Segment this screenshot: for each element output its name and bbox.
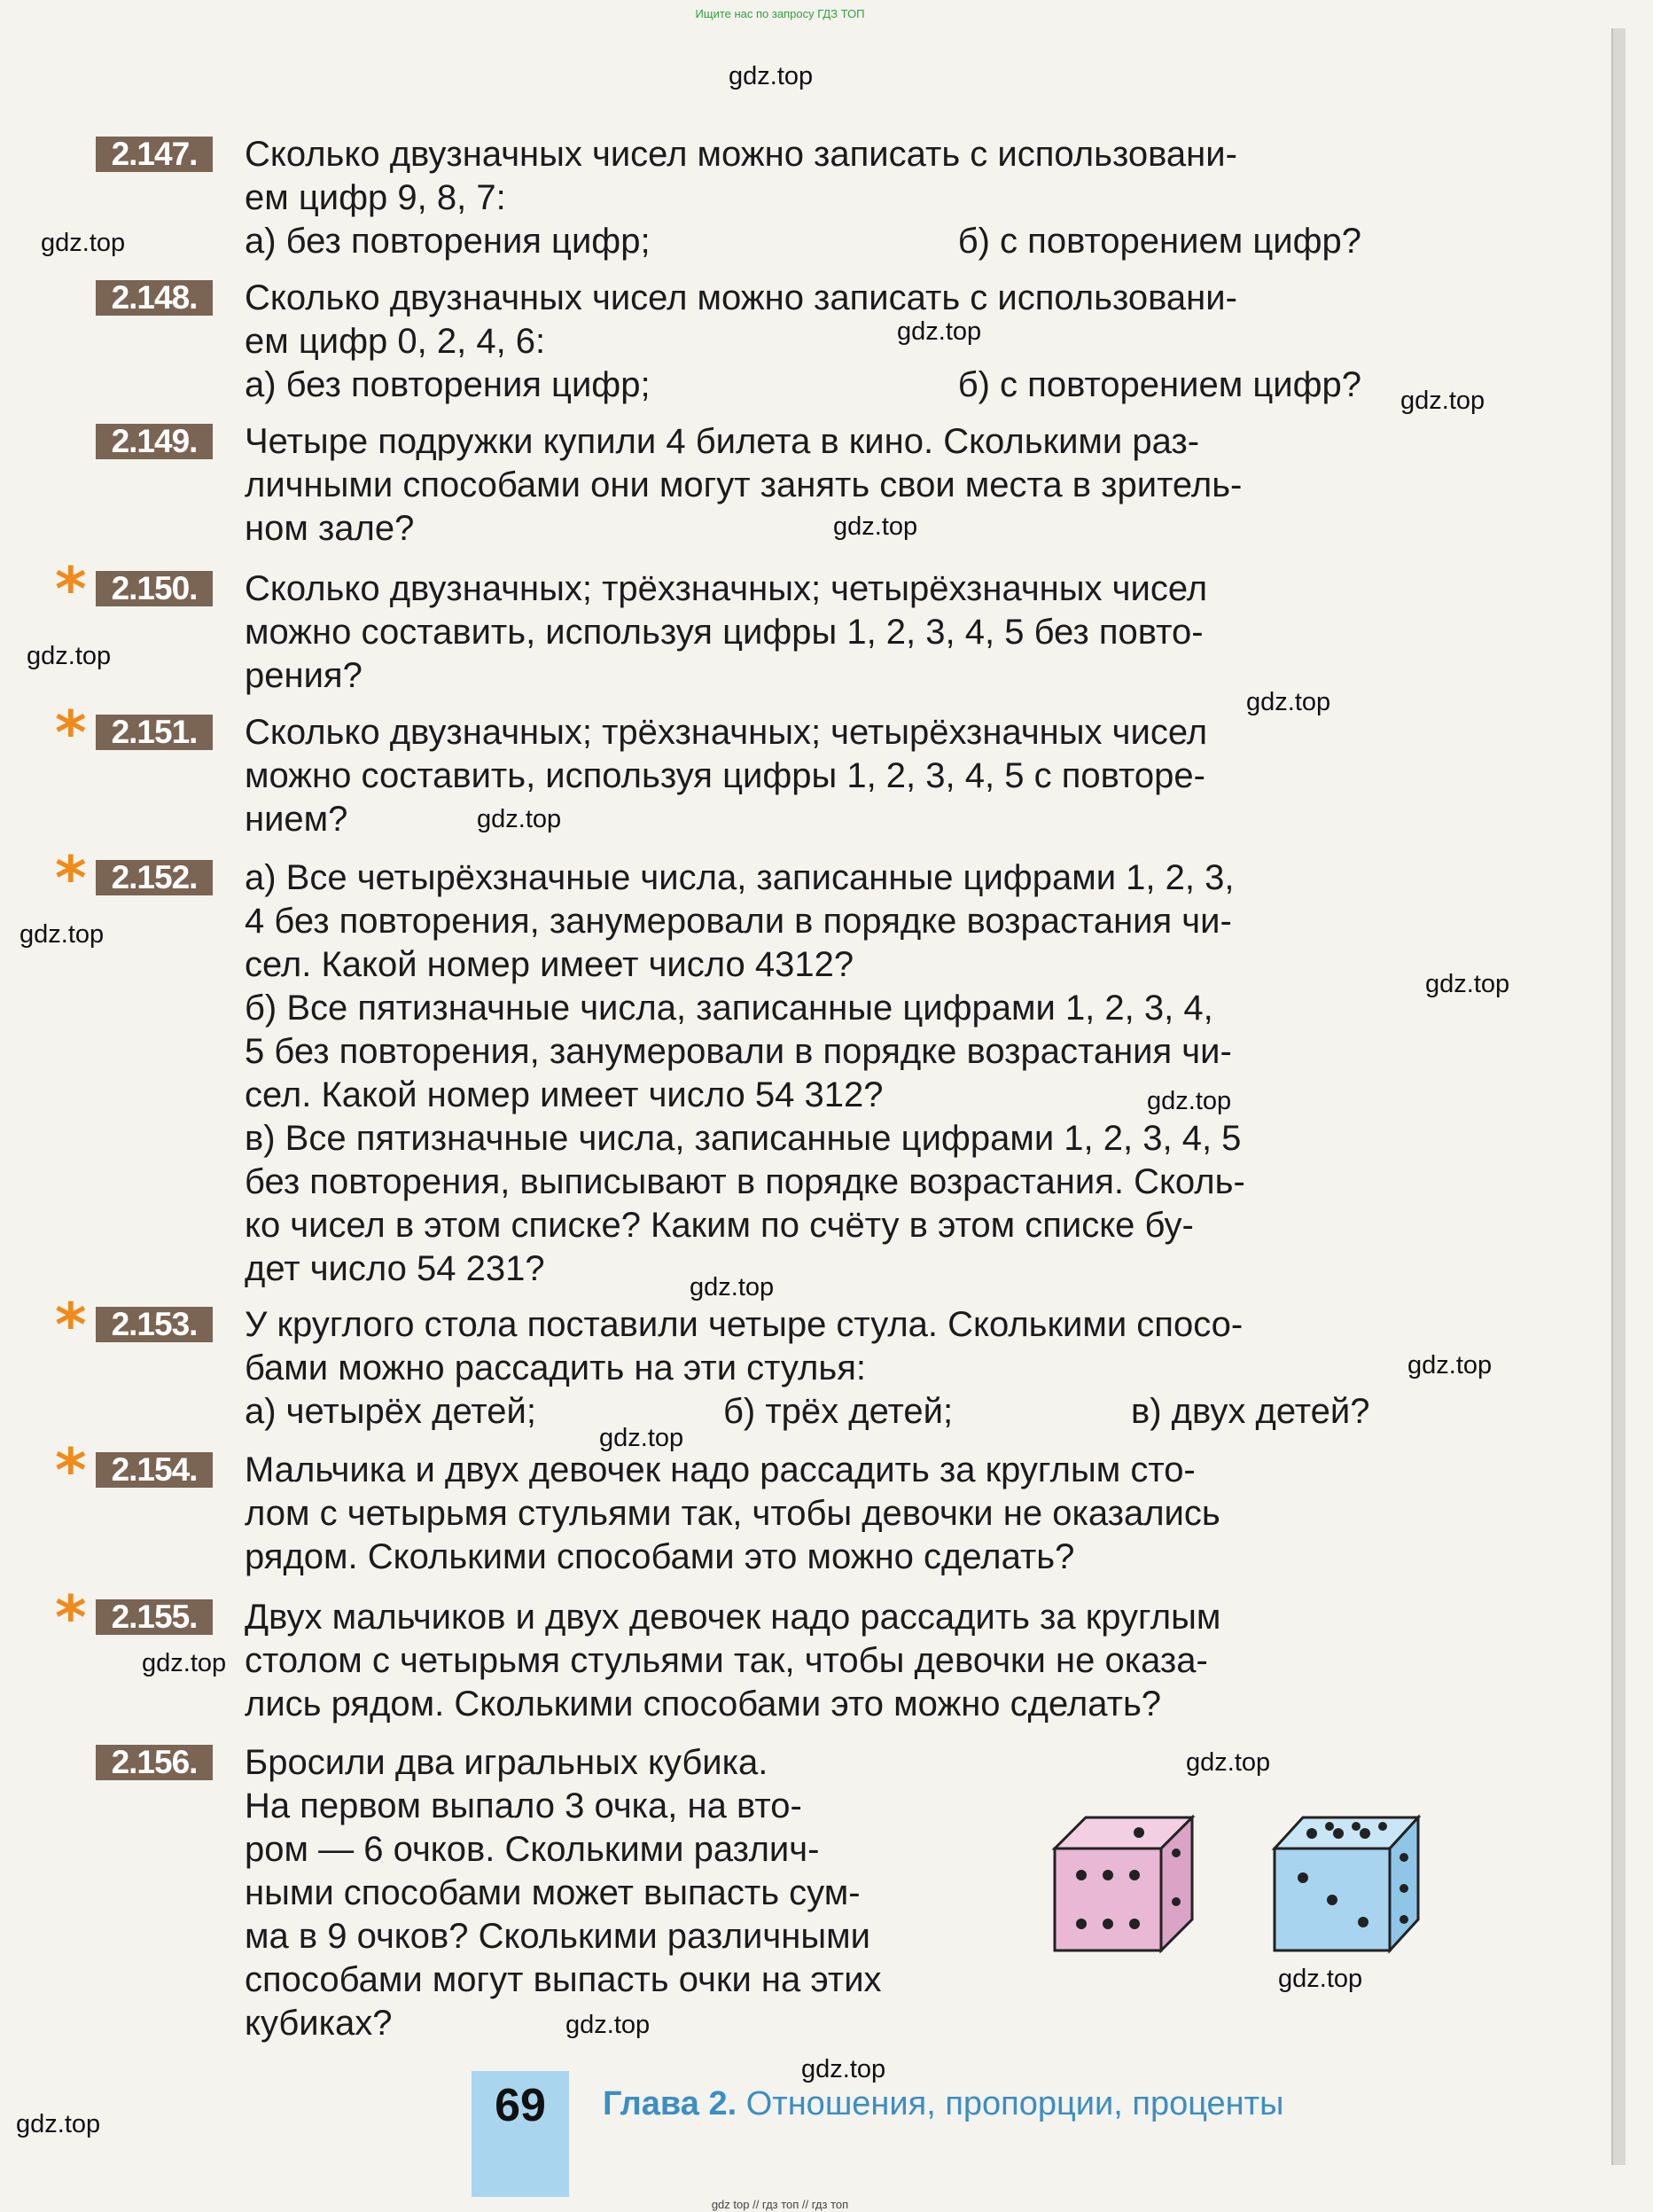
watermark: gdz.top bbox=[16, 2110, 101, 2138]
text-line: нием? bbox=[245, 800, 348, 839]
text-line: сел. Какой номер имеет число 54 312? bbox=[245, 1075, 884, 1114]
problem-number: 2.151. bbox=[96, 715, 213, 750]
chapter-footer bbox=[603, 2085, 1283, 2123]
text-line: Сколько двузначных чисел можно записать с использовани- bbox=[245, 135, 1237, 174]
text-line: б) Все пятизначные числа, записанные цифрами 1, 2, 3, 4, bbox=[245, 989, 1213, 1028]
difficulty-star-icon: * bbox=[55, 1291, 87, 1361]
watermark: gdz.top bbox=[729, 62, 814, 90]
text-line: а) Все четырёхзначные числа, записанные цифрами 1, 2, 3, bbox=[245, 858, 1235, 897]
text-line: можно составить, используя цифры 1, 2, 3, 4, 5 с повторе- bbox=[245, 756, 1205, 795]
watermark: gdz.top bbox=[801, 2055, 886, 2083]
option-a: а) четырёх детей; bbox=[245, 1392, 536, 1431]
problem-text bbox=[245, 1741, 1025, 2045]
text-line: 4 без повторения, занумеровали в порядке возрастания чи- bbox=[245, 902, 1232, 941]
problem-text bbox=[245, 711, 1450, 841]
option-b: б) трёх детей; bbox=[723, 1392, 954, 1431]
chapter-title: Отношения, пропорции, проценты bbox=[745, 2085, 1284, 2122]
watermark: gdz.top bbox=[690, 1273, 775, 1301]
page-number: 69 bbox=[495, 2080, 546, 2131]
problem-text bbox=[245, 1303, 1450, 1434]
chapter-label: Глава 2. bbox=[603, 2085, 737, 2122]
problem-text bbox=[245, 567, 1450, 698]
difficulty-star-icon: * bbox=[55, 1436, 87, 1506]
text-line: ем цифр 0, 2, 4, 6: bbox=[245, 322, 546, 361]
problem-number: 2.154. bbox=[96, 1452, 213, 1488]
text-line: ном зале? bbox=[245, 509, 415, 548]
problem-text bbox=[245, 420, 1450, 551]
option-c: в) двух детей? bbox=[1131, 1392, 1370, 1431]
watermark: gdz.top bbox=[1246, 688, 1331, 716]
problem-text bbox=[245, 1596, 1450, 1726]
watermark: gdz.top bbox=[1147, 1087, 1232, 1115]
text-line: Сколько двузначных чисел можно записать с использовани- bbox=[245, 278, 1237, 317]
watermark: gdz.top bbox=[1425, 970, 1510, 998]
text-line: столом с четырьмя стульями так, чтобы девочки не оказа- bbox=[245, 1641, 1208, 1680]
watermark: gdz.top bbox=[142, 1649, 227, 1677]
option-b: б) с повторением цифр? bbox=[957, 222, 1361, 261]
text-line: Сколько двузначных; трёхзначных; четырёхзначных чисел bbox=[245, 713, 1208, 752]
text-line: лом с четырьмя стульями так, чтобы девочки не оказались bbox=[245, 1494, 1220, 1533]
text-line: рения? bbox=[245, 656, 363, 695]
text-line: Четыре подружки купили 4 билета в кино. Сколькими раз- bbox=[245, 422, 1200, 461]
pink-die-icon bbox=[1055, 1817, 1192, 1950]
text-line: способами могут выпасть очки на этих bbox=[245, 1960, 882, 1999]
watermark: gdz.top bbox=[19, 920, 105, 949]
difficulty-star-icon: * bbox=[55, 844, 87, 914]
top-banner: Ищите нас по запросу ГДЗ ТОП bbox=[695, 7, 865, 20]
problem-number: 2.147. bbox=[96, 137, 213, 172]
problem-number: 2.150. bbox=[96, 571, 213, 606]
text-line: ма в 9 очков? Сколькими различными bbox=[245, 1917, 870, 1956]
difficulty-star-icon: * bbox=[55, 699, 87, 769]
problem-text bbox=[245, 133, 1450, 263]
text-line: ко чисел в этом списке? Каким по счёту в этом списке бу- bbox=[245, 1206, 1194, 1245]
text-line: ем цифр 9, 8, 7: bbox=[245, 178, 506, 217]
text-line: лись рядом. Сколькими способами это можно сделать? bbox=[245, 1684, 1162, 1723]
difficulty-star-icon: * bbox=[55, 555, 87, 625]
problem-number: 2.149. bbox=[96, 424, 213, 459]
text-line: в) Все пятизначные числа, записанные цифрами 1, 2, 3, 4, 5 bbox=[245, 1119, 1242, 1158]
text-line: Бросили два игральных кубика. bbox=[245, 1743, 768, 1782]
watermark: gdz.top bbox=[565, 2011, 651, 2039]
text-line: ными способами может выпасть сум- bbox=[245, 1873, 861, 1912]
text-line: сел. Какой номер имеет число 4312? bbox=[245, 945, 854, 984]
text-line: личными способами они могут занять свои места в зритель- bbox=[245, 465, 1243, 504]
watermark: gdz.top bbox=[1278, 1965, 1363, 1993]
dice-illustration bbox=[1046, 1809, 1454, 1986]
option-b: б) с повторением цифр? bbox=[957, 365, 1361, 404]
text-line: ром — 6 очков. Сколькими различ- bbox=[245, 1830, 820, 1869]
watermark: gdz.top bbox=[897, 317, 982, 346]
watermark: gdz.top bbox=[1400, 387, 1485, 415]
watermark: gdz.top bbox=[833, 512, 918, 541]
text-line: дет число 54 231? bbox=[245, 1249, 545, 1288]
text-line: У круглого стола поставили четыре стула. Сколькими спосо- bbox=[245, 1305, 1244, 1344]
option-a: а) без повторения цифр; bbox=[245, 222, 651, 261]
problem-text bbox=[245, 277, 1450, 407]
problem-number: 2.153. bbox=[96, 1307, 213, 1342]
text-line: Мальчика и двух девочек надо рассадить за круглым сто- bbox=[245, 1450, 1196, 1489]
watermark: gdz.top bbox=[599, 1424, 684, 1452]
text-line: Сколько двузначных; трёхзначных; четырёхзначных чисел bbox=[245, 569, 1208, 608]
problem-text bbox=[245, 856, 1450, 1291]
watermark: gdz.top bbox=[1186, 1748, 1271, 1777]
text-line: Двух мальчиков и двух девочек надо рассадить за круглым bbox=[245, 1598, 1221, 1637]
problem-number: 2.152. bbox=[96, 860, 213, 895]
difficulty-star-icon: * bbox=[55, 1583, 87, 1653]
watermark: gdz.top bbox=[477, 805, 562, 833]
text-line: без повторения, выписывают в порядке возрастания. Сколь- bbox=[245, 1162, 1245, 1201]
watermark: gdz.top bbox=[41, 229, 126, 257]
watermark: gdz.top bbox=[1407, 1351, 1493, 1380]
option-a: а) без повторения цифр; bbox=[245, 365, 651, 404]
problem-number: 2.156. bbox=[96, 1745, 213, 1780]
problem-number: 2.148. bbox=[96, 280, 213, 316]
text-line: бами можно рассадить на эти стулья: bbox=[245, 1348, 866, 1387]
text-line: 5 без повторения, занумеровали в порядке возрастания чи- bbox=[245, 1032, 1232, 1071]
watermark: gdz.top bbox=[27, 642, 112, 670]
page-edge bbox=[1611, 28, 1626, 2165]
problem-text bbox=[245, 1449, 1450, 1579]
text-line: На первом выпало 3 очка, на вто- bbox=[245, 1786, 802, 1825]
blue-die-icon bbox=[1275, 1817, 1418, 1950]
text-line: рядом. Сколькими способами это можно сделать? bbox=[245, 1537, 1075, 1576]
problem-number: 2.155. bbox=[96, 1599, 213, 1635]
text-line: можно составить, используя цифры 1, 2, 3, 4, 5 без повто- bbox=[245, 613, 1204, 652]
text-line: кубиках? bbox=[245, 2004, 393, 2043]
bottom-banner: gdz top // гдз топ // гдз топ bbox=[711, 2198, 849, 2211]
